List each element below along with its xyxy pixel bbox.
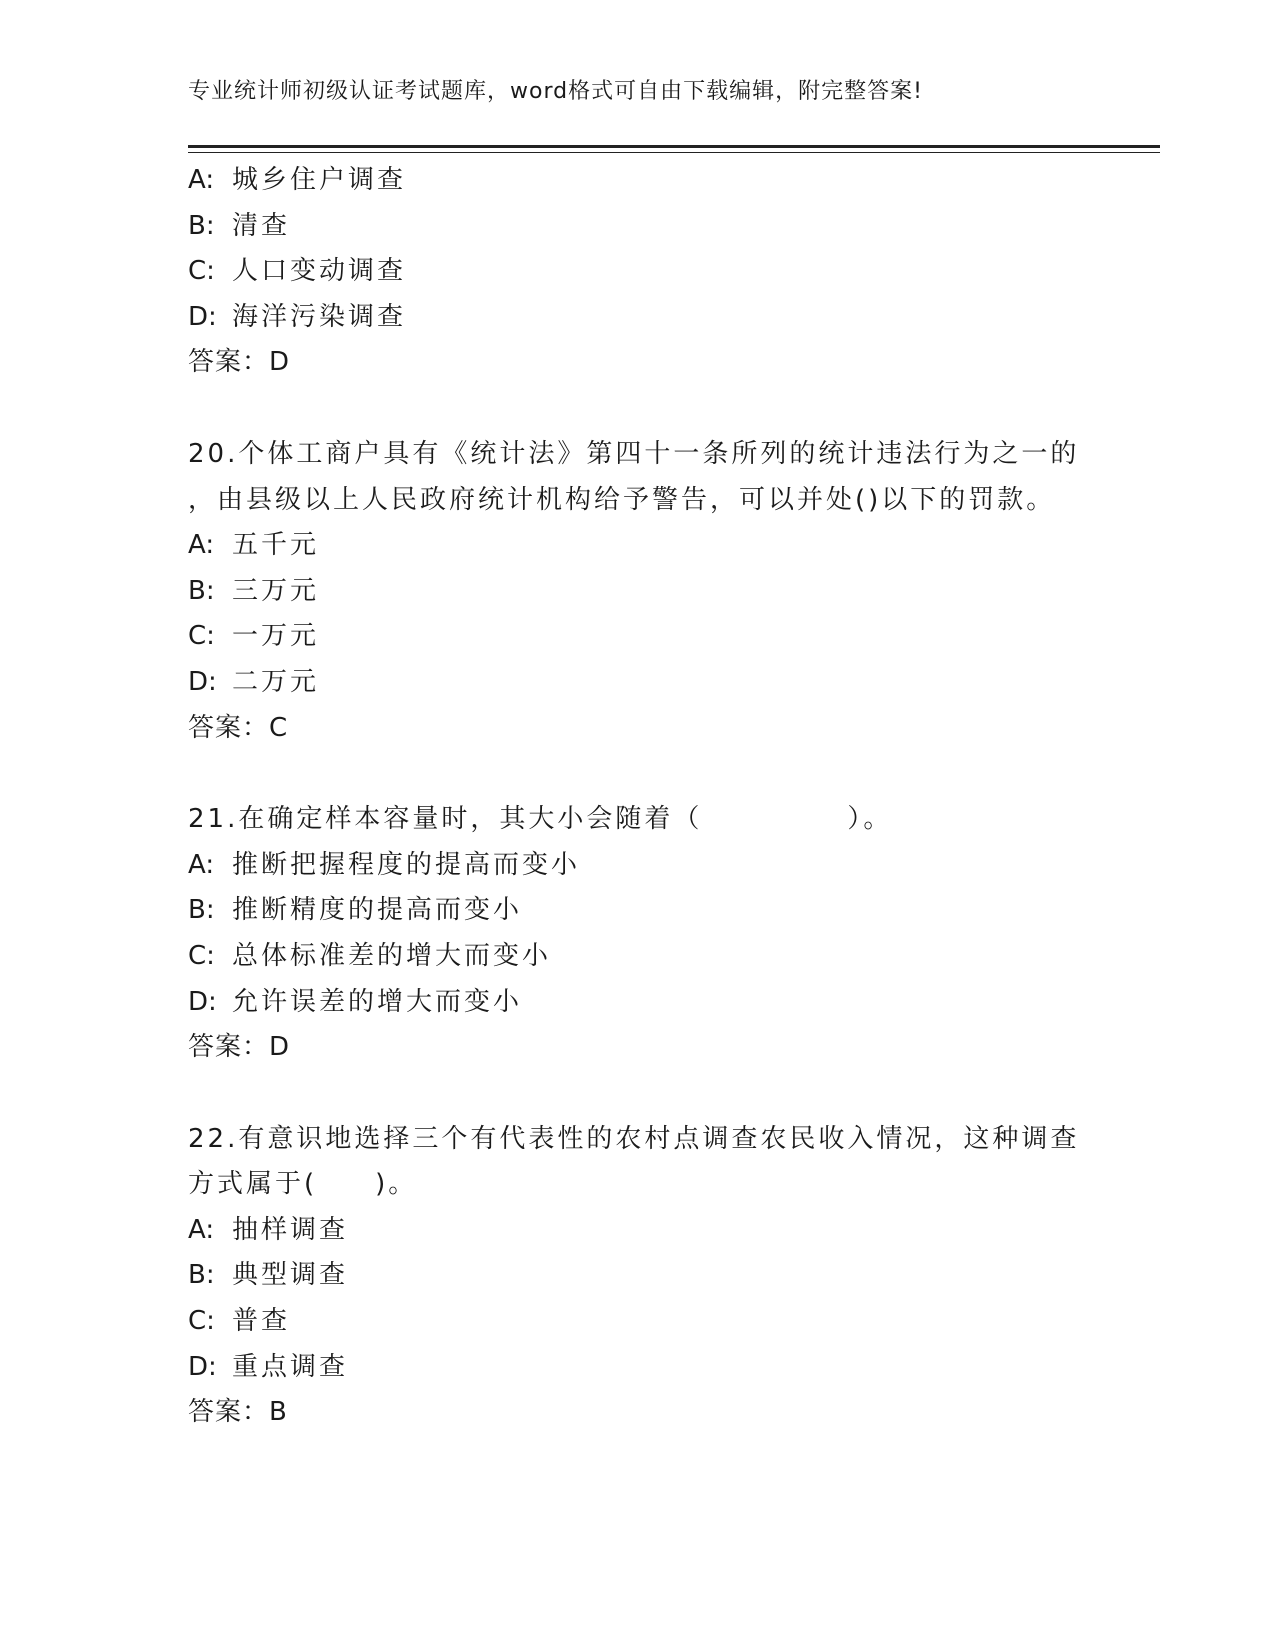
- option-d: D: 二万元: [188, 666, 320, 697]
- answer: 答案：C: [188, 712, 289, 743]
- question-22: [188, 1117, 1088, 1436]
- option-b: B: 清查: [188, 210, 291, 241]
- question-21: [188, 797, 1088, 1071]
- answer: 答案：D: [188, 347, 291, 378]
- header-rule-thin: [188, 152, 1160, 153]
- option-a: A: 抽样调查: [188, 1214, 349, 1245]
- answer: 答案：B: [188, 1397, 288, 1428]
- question-20: [188, 432, 1088, 751]
- question-stem-continued: ，由县级以上人民政府统计机构给予警告，可以并处()以下的罚款。: [188, 484, 1056, 515]
- question-stem: 21.在确定样本容量时，其大小会随着（ ）。: [188, 804, 893, 835]
- spacer: [188, 386, 1088, 432]
- spacer: [188, 751, 1088, 797]
- option-d: D: 海洋污染调查: [188, 301, 407, 332]
- option-d: D: 重点调查: [188, 1351, 349, 1382]
- option-a: A: 五千元: [188, 530, 320, 561]
- option-b: B: 三万元: [188, 575, 320, 606]
- option-a: A: 推断把握程度的提高而变小: [188, 849, 581, 880]
- option-d: D: 允许误差的增大而变小: [188, 986, 523, 1017]
- question-stem: 20.个体工商户具有《统计法》第四十一条所列的统计违法行为之一的: [188, 438, 1080, 469]
- question-19-options: [188, 158, 1088, 386]
- header-rule-thick: [188, 145, 1160, 148]
- answer: 答案：D: [188, 1032, 291, 1063]
- question-stem-continued: 方式属于( )。: [188, 1169, 418, 1200]
- option-c: C: 一万元: [188, 621, 320, 652]
- spacer: [188, 1071, 1088, 1117]
- question-content: [188, 158, 1088, 1436]
- question-stem: 22.有意识地选择三个有代表性的农村点调查农民收入情况，这种调查: [188, 1123, 1080, 1154]
- option-c: C: 人口变动调查: [188, 256, 407, 287]
- option-b: B: 典型调查: [188, 1260, 349, 1291]
- option-c: C: 总体标准差的增大而变小: [188, 940, 552, 971]
- option-a: A: 城乡住户调查: [188, 165, 407, 195]
- option-b: B: 推断精度的提高而变小: [188, 895, 523, 926]
- page-header: 专业统计师初级认证考试题库，word格式可自由下载编辑，附完整答案!: [188, 79, 923, 104]
- option-c: C: 普查: [188, 1306, 291, 1337]
